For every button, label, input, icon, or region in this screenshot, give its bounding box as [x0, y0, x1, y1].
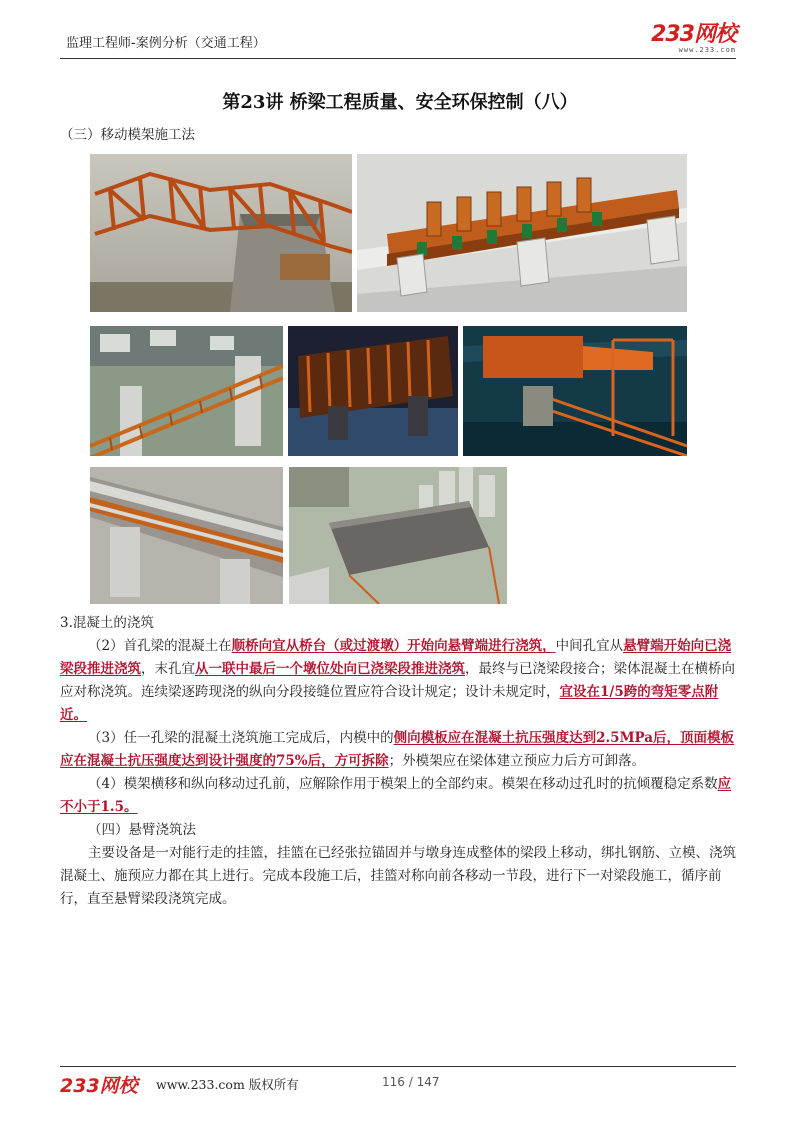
section-heading-cantilever-pouring: （四）悬臂浇筑法	[88, 822, 196, 838]
page-footer	[60, 1066, 736, 1097]
logo-site: www.233.com	[678, 46, 736, 54]
text-segment: （3）任一孔梁的混凝土浇筑施工完成后，内模中的	[88, 730, 394, 746]
text-segment: 中间孔宜从	[555, 638, 624, 654]
paragraph-formwork-removal	[60, 727, 736, 773]
text-segment: ，末孔宜	[141, 661, 195, 677]
highlight-text: 侧向模板应在混凝土抗压强度达到2.5MPa后，顶面模板应在混凝土抗压强度达到设计强度的75%后，方可拆除	[60, 730, 735, 769]
highlight-text: 顺桥向宜从桥台（或过渡墩）开始向悬臂端进行浇筑，	[231, 638, 556, 654]
paragraph-scaffold-moving	[60, 773, 736, 819]
footer-copyright: www.233.com 版权所有	[156, 1077, 299, 1092]
render-scaffold-over-river	[288, 326, 458, 456]
logo-mark: 233网校	[651, 22, 736, 47]
text-segment: ；外模架应在梁体建立预应力后方可卸落。	[388, 753, 646, 769]
highlight-text: 从一联中最后一个墩位处向已浇梁段推进浇筑	[195, 661, 465, 677]
text-segment: ，最终与已浇梁段接合；梁体混凝土在横桥向应对称浇筑。连续梁逐跨现浇的纵向分段接缝位置应符合设计规定；设计未规定时，	[60, 661, 735, 700]
text-segment: （2）首孔梁的混凝土在	[88, 638, 232, 654]
render-gantry-launcher	[463, 326, 687, 456]
render-movable-scaffold	[357, 154, 687, 312]
highlight-text: 应不小于1.5。	[60, 776, 732, 815]
render-girder-rebar	[90, 467, 283, 604]
paragraph-first-span-pouring	[60, 635, 736, 727]
render-truss-over-piers	[90, 326, 283, 456]
section-heading-concrete-pouring: 3.混凝土的浇筑	[60, 615, 154, 631]
section-heading-mobile-formwork: （三）移动模架施工法	[60, 127, 195, 143]
photo-steel-truss-pier	[90, 154, 352, 312]
highlight-text: 宜设在1/5跨的弯矩零点附近。	[60, 684, 719, 723]
footer-logo: 233网校	[60, 1075, 138, 1097]
paragraph-cantilever-description: 主要设备是一对能行走的挂篮，挂篮在已经张拉锚固并与墩身连成整体的梁段上移动，绑扎钢筋、立模、浇筑混凝土、施预应力都在其上进行。完成本段施工后，挂篮对称向前各移动一节段，进行下一对梁段施工，循序前行，直至悬臂梁段浇筑完成。	[60, 845, 736, 907]
highlight-text: 悬臂端开始向已浇梁段推进浇筑	[60, 638, 732, 677]
text-segment: （4）模架横移和纵向移动过孔前，应解除作用于模架上的全部约束。模架在移动过孔时的抗倾覆稳定系数	[88, 776, 718, 792]
document-title: 监理工程师-案例分析（交通工程）	[66, 36, 266, 51]
page-title: 第23讲 桥梁工程质量、安全环保控制（八）	[222, 92, 578, 113]
page-header	[60, 24, 736, 59]
render-deck-city-scene	[289, 467, 507, 604]
brand-logo	[651, 24, 736, 54]
page-number: 116 / 147	[382, 1075, 440, 1089]
